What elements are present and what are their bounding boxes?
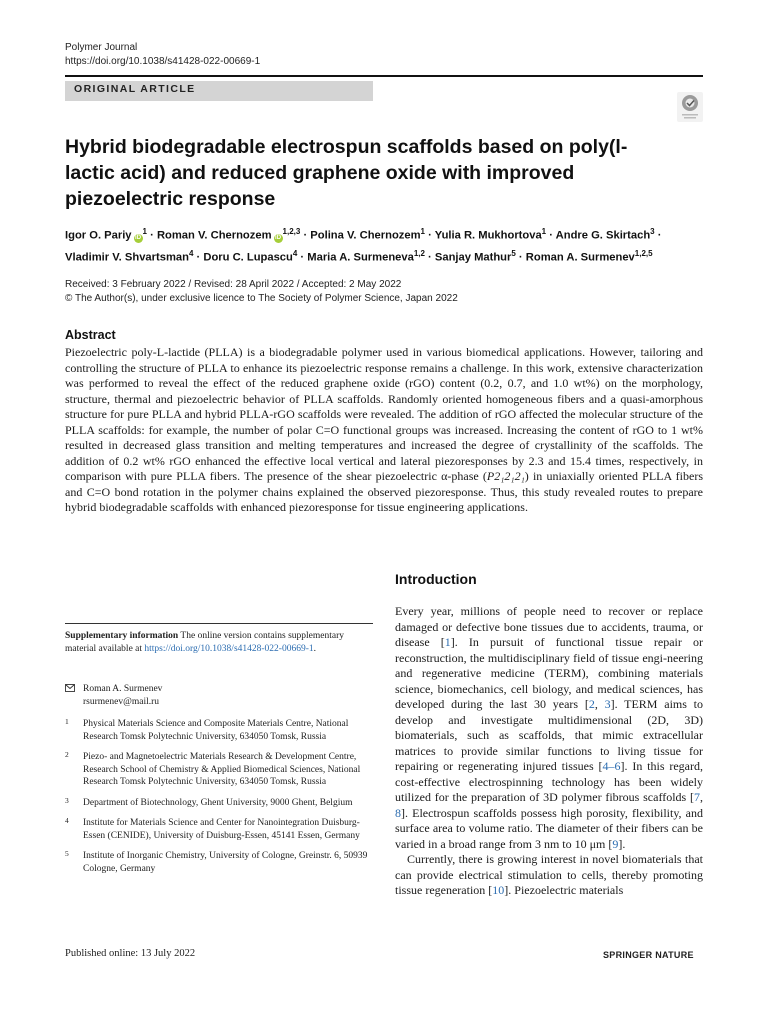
- citation-link[interactable]: 8: [395, 805, 401, 820]
- author-affiliation-marker: 1: [420, 227, 425, 236]
- author-list: Igor O. Pariy $iD^1$ · Roman V. Chernozem iD$^{1,2,3}$ · Polina V. Chernozem$^1$ · Yulia R. Mukhortova$^1$ · Andre G. Skirtach$^3$ · Vladimir V. Shvartsman$^4$ · Doru C. Lupascu$^4$ · Maria A. Surmeneva$^{1,2}$ · Sanjay Mathur$^5$ · Roman A. Surmenev$^{1,2,5}$: [65, 227, 662, 264]
- author-affiliation-marker: 1: [142, 227, 147, 236]
- author-affiliation-marker: 4: [188, 249, 194, 259]
- author-name[interactable]: Andre G. Skirtach: [555, 229, 651, 242]
- author-affiliation-marker: 5: [511, 249, 516, 259]
- affiliation-item: [65, 718, 373, 743]
- abstract-formula: P2₁2₁2₁: [486, 469, 525, 483]
- introduction-text: [395, 604, 703, 899]
- affiliation-text: Physical Materials Science and Composite Materials Centre, National Research Tomsk Polytechnic University, 634050 Tomsk, Russia: [83, 719, 349, 742]
- author-name[interactable]: Roman V. Chernozem: [156, 229, 272, 242]
- author-affiliation-marker: 1,2,3: [282, 227, 301, 236]
- author-name[interactable]: Roman A. Surmenev: [525, 251, 635, 264]
- citation-link[interactable]: 3: [604, 697, 611, 711]
- author-name[interactable]: Doru C. Lupascu: [203, 251, 293, 264]
- publisher-logo: SPRINGER NATURE: [603, 950, 694, 960]
- corresponding-email[interactable]: rsurmenev@mail.ru: [83, 696, 160, 707]
- affiliation-number: 5: [65, 849, 69, 858]
- supplementary-info: [65, 630, 373, 655]
- supplementary-text: The online version contains supplementary material available at: [65, 631, 344, 654]
- affiliation-number: 4: [65, 816, 69, 825]
- supplementary-label: Supplementary information: [65, 631, 179, 641]
- author-affiliation-marker: 1: [541, 227, 547, 236]
- affiliation-item: [65, 817, 373, 842]
- introduction-paragraph: Every year, millions of people need to recover or replace damaged or defective bone tissues due to accidents, trauma, or disease [1]. In pursuit of functional tissue repair or reconstruction, the multidisciplinary field of tissue engi-neering and regenerative medicine (TERM), combining materials science, biomechanics, cell biology, and medical sciences, has developed during the last 30 years [2, 3]. TERM aims to develop and investigate multidimensional (2D, 3D) biomaterials, such as scaffolds, that mimic extracellular matrices to provide similar functions to living tissue for repairing or regenerating injured tissues [4–6]. In this regard, cost-effective electrospinning technology has been widely utilized for the preparation of 3D polymer fibrous scaffolds [7, 8]. Electrospun scaffolds possess high porosity, flexibility, and surface area to volume ratio. The diameter of their fibers can be varied in a broad range from 3 nm to 10 μm [9].: [395, 604, 703, 851]
- affiliation-item: [65, 850, 373, 875]
- correspondence: [65, 683, 373, 708]
- header-rule: [65, 75, 703, 77]
- affiliation-number: 3: [65, 795, 69, 805]
- author-affiliation-marker: 4: [292, 249, 298, 259]
- citation-link[interactable]: 4–6: [602, 759, 621, 773]
- publication-dates: [65, 278, 458, 306]
- affiliation-item: [65, 751, 373, 789]
- introduction-heading: Introduction: [395, 571, 477, 587]
- affiliation-item: [65, 797, 373, 810]
- affiliation-number: 1: [65, 717, 69, 726]
- affiliation-text: Department of Biotechnology, Ghent University, 9000 Ghent, Belgium: [83, 797, 353, 808]
- affiliation-number: 2: [65, 750, 69, 759]
- footnote-rule: [65, 623, 373, 624]
- copyright-line: © The Author(s), under exclusive licence to The Society of Polymer Science, Japan 2022: [65, 293, 458, 304]
- journal-header: [65, 41, 260, 69]
- citation-link[interactable]: 7: [694, 790, 700, 804]
- introduction-paragraph: Currently, there is growing interest in novel biomaterials that can provide electrical stimulation to cells, thereby promoting tissue regeneration [10]. Piezoelectric materials: [395, 852, 703, 897]
- author-name[interactable]: Vladimir V. Shvartsman: [65, 251, 189, 264]
- abstract-text-part2: ) in uniaxially oriented PLLA fibers and C=O bond rotation in the polymer chains explained the observed piezoresponse. Thus, this study revealed routes to prepare hybrid biodegradable scaffolds with enhanced piezoresponse for tissue engineering applications.: [65, 469, 704, 514]
- supplementary-end: .: [313, 643, 317, 654]
- received-revised-accepted: Received: 3 February 2022 / Revised: 28 April 2022 / Accepted: 2 May 2022: [65, 279, 402, 290]
- affiliation-text: Institute of Inorganic Chemistry, University of Cologne, Greinstr. 6, 50939 Cologne, Germany: [83, 851, 368, 874]
- abstract-text: [65, 345, 703, 516]
- article-doi[interactable]: https://doi.org/10.1038/s41428-022-00669-1: [65, 56, 261, 67]
- corresponding-author: Roman A. Surmenev: [83, 684, 163, 694]
- citation-link[interactable]: 10: [492, 883, 505, 897]
- author-affiliation-marker: 1,2,5: [634, 249, 653, 259]
- paper-title: Hybrid biodegradable electrospun scaffolds based on poly(l-lactic acid) and reduced graphene oxide with improved piezoelectric response: [65, 136, 628, 210]
- envelope-icon: [65, 684, 75, 692]
- article-type-tag: ORIGINAL ARTICLE: [65, 81, 373, 101]
- affiliation-text: Institute for Materials Science and Center for Nanointegration Duisburg-Essen (CENIDE), University of Duisburg-Essen, 45141 Essen, Germany: [83, 818, 360, 841]
- author-name[interactable]: Sanjay Mathur: [434, 251, 512, 264]
- check-for-updates-icon[interactable]: [677, 92, 703, 122]
- affiliation-text: Piezo- and Magnetoelectric Materials Research & Development Centre, Research School of Chemistry & Applied Biomedical Sciences, National Research Tomsk Polytechnic University, 634050 Tomsk, Russia: [83, 752, 361, 787]
- author-name[interactable]: Igor O. Pariy: [65, 229, 132, 242]
- orcid-icon[interactable]: iD: [275, 234, 282, 241]
- supplementary-link[interactable]: https://doi.org/10.1038/s41428-022-00669-1: [144, 643, 314, 654]
- orcid-icon[interactable]: iD: [135, 234, 142, 241]
- citation-link[interactable]: 9: [612, 836, 619, 851]
- journal-name: Polymer Journal: [65, 42, 138, 53]
- abstract-text-part1: Piezoelectric poly-L-lactide (PLLA) is a biodegradable polymer used in various biomedical applications. However, tailoring and controlling the structure of PLLA to enhance its piezoelectric response remains a challenge. In this work, extensive characterization was performed to reveal the effect of the reduced graphene oxide (rGO) content (0.2, 0.7, and 1.0 wt%) on the morphology, structure, thermal and piezoelectric behavior of PLLA scaffolds. Randomly oriented homogeneous fibers and a quasi-amorphous structure for pure PLLA and hybrid PLLA-rGO scaffolds were revealed. The addition of rGO affected the molecular structure of the PLLA scaffolds: for example, the number of polar C=O functional groups was increased. Increasing the content of rGO to 1 wt% resulted in decreased glass transition and melting temperatures and increased the degree of crystallinity of the scaffolds. The addition of 0.2 wt% rGO enhanced the effective local vertical and lateral piezoresponses by 2.3 and 15.4 times, respectively, in comparison with pure PLLA fibers. The presence of the shear piezoelectric α-phase (: [65, 345, 703, 483]
- author-affiliation-marker: 3: [650, 227, 655, 236]
- abstract-heading: Abstract: [65, 328, 116, 342]
- author-name[interactable]: Maria A. Surmeneva: [307, 251, 414, 264]
- author-name[interactable]: Yulia R. Mukhortova: [434, 229, 542, 242]
- author-name[interactable]: Polina V. Chernozem: [310, 229, 421, 242]
- published-date: Published online: 13 July 2022: [65, 948, 196, 959]
- author-affiliation-marker: 1,2: [413, 249, 425, 259]
- citation-link[interactable]: 1: [444, 635, 451, 649]
- citation-link[interactable]: 2: [588, 697, 595, 711]
- affiliation-list: [65, 718, 373, 883]
